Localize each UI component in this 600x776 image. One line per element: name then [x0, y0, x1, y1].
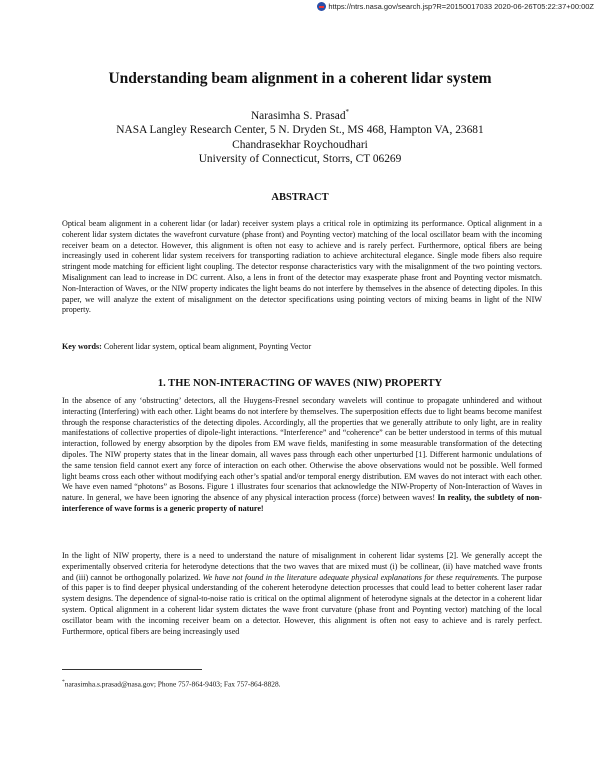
- author-1-name: Narasimha S. Prasad: [250, 109, 346, 122]
- paragraph-2-italic-text: We have not found in the literature adequate physical explanations for these requirements.: [202, 572, 500, 582]
- keywords-line: [62, 342, 542, 353]
- footnote-divider: [62, 669, 202, 670]
- paragraph-1-bold-text: In reality, the subtlety of non-interference of wave forms is a generic property of nature!: [62, 493, 542, 513]
- section-1-heading: 1. THE NON-INTERACTING OF WAVES (NIW) PROPERTY: [157, 378, 443, 389]
- paper-title: Understanding beam alignment in a coherent lidar system: [108, 70, 492, 87]
- keywords-label: Key words:: [62, 342, 102, 351]
- author-2-name: Chandrasekhar Roychoudhari: [232, 138, 368, 151]
- footnote: [62, 677, 542, 689]
- paragraph-2-text-b: The purpose of this paper is to find deeper physical understanding of the coherent heterodyne detection processes that could lead to better coherent laser radar system designs. The dependence of signal-to-noise ratio is critical on the optimal alignment of heterodyne signals at the detector in a coherent lidar system. Optical alignment in a coherent lidar system dictates the wave front curvature (phase front and Poynting vector) matching of the local oscillator beam with the incoming receiver beam on a detector. However, this alignment is often not easy to achieve and is rarely perfect. Furthermore, optical fibers are being increasingly used: [62, 572, 542, 636]
- author-1: [0, 105, 600, 123]
- footnote-mark: *: [62, 679, 65, 685]
- author-1-affiliation: NASA Langley Research Center, 5 N. Dryden St., MS 468, Hampton VA, 23681: [116, 124, 484, 137]
- abstract-heading: ABSTRACT: [271, 192, 329, 203]
- author-2-affiliation: University of Connecticut, Storrs, CT 06269: [198, 153, 402, 166]
- author-1-footnote-mark: *: [345, 108, 350, 116]
- author-block: [0, 105, 600, 167]
- paragraph-2-text-a: In the light of NIW property, there is a need to understand the nature of misalignment in coherent lidar systems [2]. We generally accept the experimentally observed criteria for heterodyne detections that the two waves that are mixed must (i) be collinear, (ii) have matched wave fronts and (iii) cannot be orthogonally polarized.: [62, 551, 542, 582]
- keywords-text: Coherent lidar system, optical beam alignment, Poynting Vector: [101, 342, 312, 351]
- paragraph-1-text: In the absence of any ‘obstructing’ detectors, all the Huygens-Fresnel secondary wavelets will continue to propagate unhindered and without interacting (Interfering) with each other. Light beams do not interfere by themselves. The superposition effects due to light beams become manifest through the response characteristics of the detecting dipoles. Accordingly, all the properties that we generally attribute to only light, are in reality manifestations of collective properties of dipole-light interactions. “Interference” and “coherence” can be better understood in terms of this mutual interaction, followed by energy absorption by the dipoles from EM wave fields, manifesting in some measurable transformation of the detecting dipoles. The NIW property states that in the linear domain, all waves pass through each other unperturbed [1]. Different harmonic undulations of the same tension field cannot exert any force of interaction on each other. Otherwise the above observations would not be possible. Well formed light beams cross each other without modifying each other’s spatial and/or temporal energy distribution. EM waves do not interact with each other. We have even named “photons” as Bosons. Figure 1 illustrates four scenarios that acknowledge the NIW-Property of Non-Interaction of Waves in nature. In general, we have been ignoring the absence of any physical interaction process (force) between waves!: [62, 396, 542, 503]
- ntrs-logo-icon: [317, 2, 326, 11]
- section-1-paragraph-1: [62, 396, 542, 515]
- abstract-text: Optical beam alignment in a coherent lidar (or ladar) receiver system plays a critical role in optimizing its performance. Optical alignment in a coherent lidar system dictates the wavefront curvature (phase front) and Poynting vector) matching of the local oscillator beam with the incoming receiver beam on a detector. However, this alignment is often not easy to achieve and is rarely perfect. Furthermore, optical fibers are being increasingly used in coherent lidar system receivers for transporting radiation to achieve architectural elegance. Single mode fibers also require stringent mode matching for efficient light coupling. The detector response characteristics vary with the misalignment of the two pointing vectors. Misalignment can lead to increase in DC current. Also, a lens in front of the detector may exasperate phase front and Poynting vector mismatch. Non-Interaction of Waves, or the NIW property indicates the light beams do not interfere by themselves in the absence of detecting dipoles. In this paper, we will analyze the extent of misalignment on the detector specifications using pointing vectors of mixing beams in light of the NIW property.: [62, 219, 542, 315]
- section-1-paragraph-2: [62, 551, 542, 637]
- footnote-text: narasimha.s.prasad@nasa.gov; Phone 757-864-9403; Fax 757-864-8828.: [64, 679, 281, 689]
- ntrs-banner[interactable]: [317, 2, 594, 11]
- ntrs-url-text[interactable]: https://ntrs.nasa.gov/search.jsp?R=20150017033 2020-06-26T05:22:37+00:00Z: [328, 2, 594, 11]
